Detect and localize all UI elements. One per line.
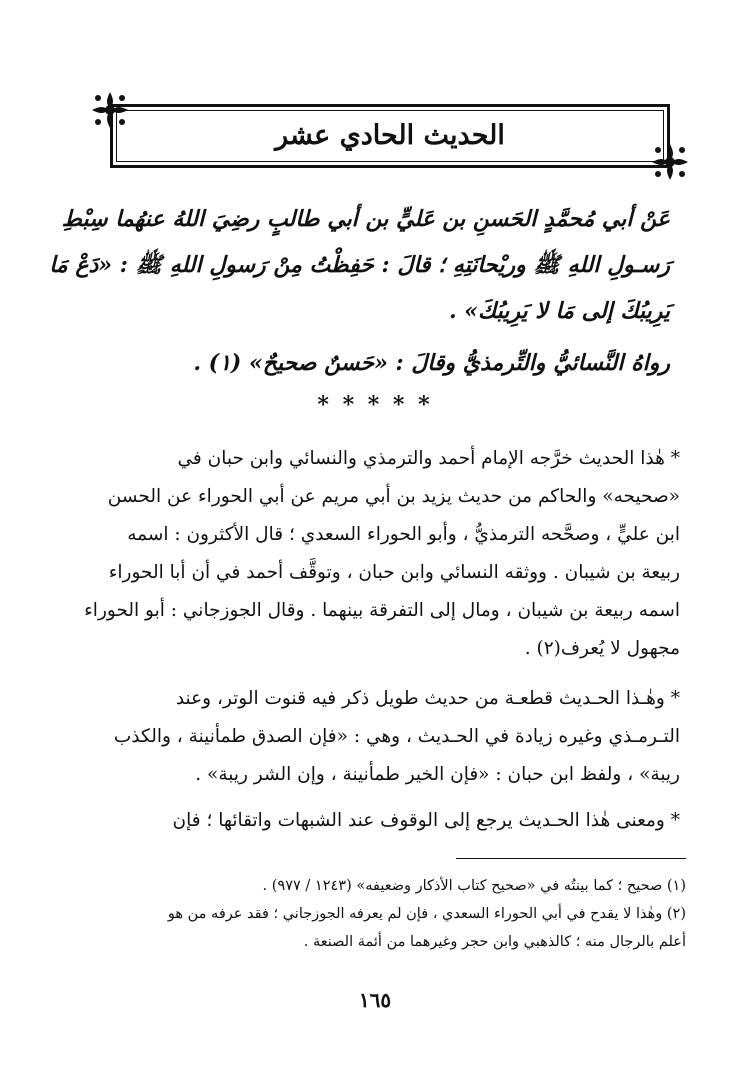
paragraph-line: ريبة» ، ولفظ ابن حبان : «فإن الخير طمأنينة ، وإن الشر ريبة» . [195,764,680,785]
footnote-line: (١) صحيح ؛ كما بينتُه في «صحيح كتاب الأذكار وضعيفه» (١٢٤٣ / ٩٧٧) . [262,878,686,894]
paragraph-line: التـرمـذي وغيره زيادة في الحـديث ، وهي : «فإن الصدق طمأنينة ، والكذب [113,726,680,747]
footnote-line: (٢) وهٰذا لا يقدح في أبي الحوراء السعدي ، فإن لم يعرفه الجوزجاني ؛ فقد عرفه من هو [167,906,686,922]
paragraph-line: * وهٰـذا الحـديث قطعـة من حديث طويل ذكر فيه قنوت الوتر، وعند [175,688,680,709]
hadith-narration-block [74,340,670,386]
corner-ornament-icon [650,142,690,182]
paragraph-line: مجهول لا يُعرف(٢) . [524,638,680,659]
chapter-title-frame [96,96,684,176]
paragraph-line: ابن عليٍّ ، وصحَّحه الترمذيُّ ، وأبو الحوراء السعدي ؛ قال الأكثرون : اسمه [127,524,680,545]
commentary-paragraph [74,440,680,668]
footnote-line: أعلم بالرجال منه ؛ كالذهبي وابن حجر وغيرهما من أئمة الصنعة . [303,934,686,950]
footnotes [74,872,686,956]
hadith-line: رَسـولِ اللهِ ﷺ وريْحانَتِهِ ؛ قالَ : حَفِظْتُ مِنْ رَسولِ اللهِ ﷺ : «دَعْ مَا [49,252,670,278]
page-number: ١٦٥ [358,988,392,1012]
hadith-text [49,196,670,334]
commentary-paragraph [74,802,680,840]
hadith-line: عَنْ أبي مُحمَّدٍ الحَسنِ بن عَليٍّ بن أبي طالبٍ رضِيَ اللهُ عنهُما سِبْطِ [61,206,670,232]
chapter-title: الحديث الحادي عشر [275,120,505,151]
section-separator: * * * * * [317,392,433,418]
footnote-divider [456,858,686,859]
hadith-narration: رواهُ النَّسائيُّ والتِّرمذيُّ وقالَ : «حَسنٌ صحيحٌ» (١) . [193,350,670,376]
hadith-line: يَرِيبُكَ إلى مَا لا يَرِيبُكَ» . [448,298,670,324]
paragraph-line: * هٰذا الحديث خرَّجه الإمام أحمد والترمذي والنسائي وابن حبان في [177,448,680,469]
paragraph-line: * ومعنى هٰذا الحـديث يرجع إلى الوقوف عند الشبهات واتقائها ؛ فإن [172,810,680,831]
paragraph-line: «صحيحه» والحاكم من حديث يزيد بن أبي مريم عن أبي الحوراء عن الحسن [107,486,680,507]
paragraph-line: اسمه ربيعة بن شيبان ، ومال إلى التفرقة بينهما . وقال الجوزجاني : أبو الحوراء [84,600,680,621]
commentary-paragraph [74,680,680,794]
paragraph-line: ربيعة بن شيبان . ووثقه النسائي وابن حبان ، وتوقَّف أحمد في أن أبا الحوراء [108,562,680,583]
corner-ornament-icon [90,90,130,130]
